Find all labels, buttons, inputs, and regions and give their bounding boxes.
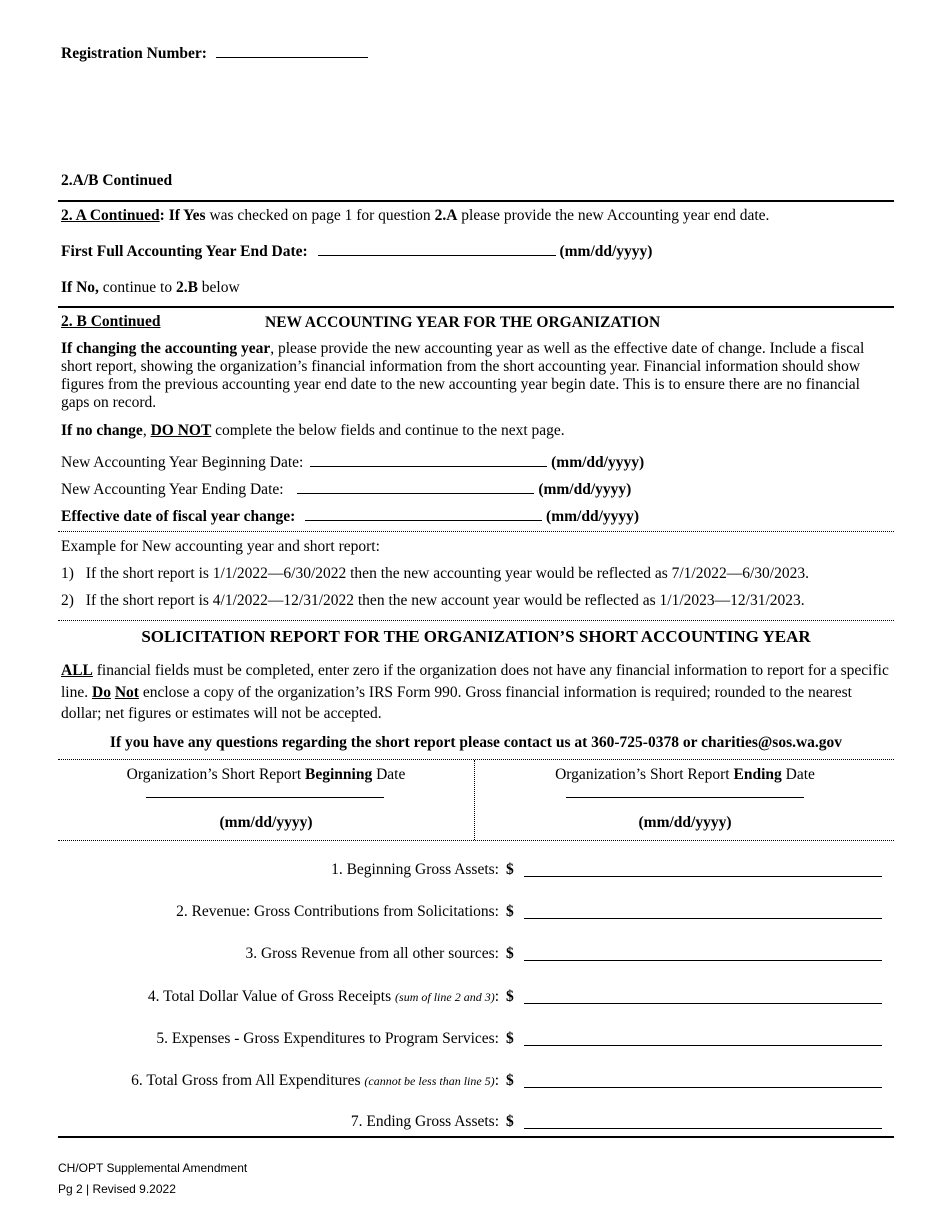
line-label: 6. Total Gross from All Expenditures bbox=[131, 1072, 365, 1089]
label-bold: Ending bbox=[733, 766, 782, 783]
new-year-begin-label: New Accounting Year Beginning Date: bbox=[61, 454, 304, 471]
financial-line-6-field[interactable] bbox=[524, 1087, 882, 1088]
dollar-sign: $ bbox=[506, 988, 514, 1005]
section-2b-title-text: NEW ACCOUNTING YEAR FOR THE ORGANIZATION bbox=[265, 314, 661, 331]
question-ref: 2.A bbox=[434, 207, 458, 224]
solicitation-paragraph bbox=[61, 660, 889, 725]
financial-line-4-label bbox=[148, 988, 499, 1006]
column-divider bbox=[474, 760, 475, 840]
financial-line-1-field[interactable] bbox=[524, 876, 882, 877]
financial-line-4-field[interactable] bbox=[524, 1003, 882, 1004]
label-suffix: Date bbox=[781, 766, 815, 783]
registration-number-label: Registration Number: bbox=[61, 45, 207, 62]
divider bbox=[58, 306, 894, 308]
section-title bbox=[61, 172, 172, 190]
short-report-begin-format bbox=[58, 814, 474, 832]
solicitation-title bbox=[58, 627, 894, 647]
date-format-hint: (mm/dd/yyyy) bbox=[546, 508, 640, 525]
dotted-divider bbox=[58, 840, 894, 841]
line-label: 2. Revenue: Gross Contributions from Solicitations: bbox=[176, 903, 499, 920]
section-2a-heading: 2. A Continued bbox=[61, 207, 160, 224]
financial-line-6-label bbox=[131, 1072, 499, 1090]
no-change-bold: If no change bbox=[61, 422, 143, 439]
solicitation-text-end: enclose a copy of the organization’s IRS Form 990. Gross financial information is required; rounded to the nearest dollar; net figures or estimates will not be accepted. bbox=[61, 683, 852, 722]
short-report-begin-label bbox=[58, 766, 474, 784]
paragraph-bold: If changing the accounting year bbox=[61, 340, 271, 357]
list-number: 2) bbox=[61, 592, 74, 609]
section-2b-title bbox=[265, 314, 660, 332]
first-full-year-field[interactable] bbox=[318, 243, 556, 256]
short-report-end-field[interactable] bbox=[566, 797, 804, 798]
example-item-1-text: If the short report is 1/1/2022—6/30/2022 then the new accounting year would be reflected as 7/1/2022—6/30/2023. bbox=[85, 565, 809, 582]
section-2b-heading-text: 2. B Continued bbox=[61, 313, 161, 330]
dotted-divider bbox=[58, 759, 894, 760]
new-year-end-field[interactable] bbox=[297, 481, 534, 494]
all-text: ALL bbox=[61, 662, 93, 679]
section-2b-paragraph bbox=[61, 340, 891, 412]
intro-text-end: please provide the new Accounting year end date. bbox=[457, 207, 770, 224]
dollar-sign: $ bbox=[506, 861, 514, 878]
dollar-sign: $ bbox=[506, 1072, 514, 1089]
example-item-2 bbox=[61, 592, 805, 610]
effective-date-row bbox=[61, 508, 639, 526]
footer-form-name: CH/OPT Supplemental Amendment bbox=[58, 1161, 248, 1175]
effective-date-field[interactable] bbox=[305, 508, 542, 521]
contact-text: If you have any questions regarding the short report please contact us at 360-725-0378 or charities@sos.wa.gov bbox=[109, 734, 843, 751]
do-not-text: DO NOT bbox=[150, 422, 212, 439]
dotted-divider bbox=[58, 531, 894, 532]
do-text: Do bbox=[92, 683, 111, 701]
if-yes-text: If Yes bbox=[168, 207, 206, 224]
if-no-text: If No, bbox=[61, 279, 99, 296]
financial-line-2-label bbox=[176, 903, 499, 921]
paragraph-text: , please provide the new accounting year as well as the effective date of change. Include a fiscal short report, showing the organization’s financial information from the short accounting year. Financial information should show figures from the previous accounting year end date to the new accounting year begin date. This is to ensure there are no financial gaps on record. bbox=[61, 340, 865, 411]
line-label: 5. Expenses - Gross Expenditures to Program Services: bbox=[156, 1030, 499, 1047]
section-2b-heading bbox=[61, 313, 161, 331]
label-prefix: Organization’s Short Report bbox=[555, 766, 734, 783]
date-format-hint: (mm/dd/yyyy) bbox=[638, 814, 732, 831]
dollar-sign: $ bbox=[506, 1113, 514, 1130]
line-label: 1. Beginning Gross Assets: bbox=[331, 861, 499, 878]
below-text: below bbox=[197, 279, 240, 296]
divider bbox=[58, 1136, 894, 1138]
date-format-hint: (mm/dd/yyyy) bbox=[538, 481, 632, 498]
example-intro: Example for New accounting year and short report: bbox=[61, 538, 380, 555]
label-bold: Beginning bbox=[305, 766, 373, 783]
comma: , bbox=[142, 422, 151, 439]
financial-line-3-label bbox=[245, 945, 499, 963]
continue-text: continue to bbox=[98, 279, 176, 296]
label-prefix: Organization’s Short Report bbox=[126, 766, 306, 783]
financial-line-5-label bbox=[156, 1030, 499, 1048]
date-format-hint: (mm/dd/yyyy) bbox=[551, 454, 645, 471]
dollar-sign: $ bbox=[506, 1030, 514, 1047]
intro-text: was checked on page 1 for question bbox=[205, 207, 435, 224]
line-label: 4. Total Dollar Value of Gross Receipts bbox=[147, 988, 396, 1005]
financial-line-2-field[interactable] bbox=[524, 918, 882, 919]
footer-page-info: Pg 2 | Revised 9.2022 bbox=[58, 1182, 176, 1196]
no-change-row bbox=[61, 422, 565, 440]
first-full-year-row bbox=[61, 243, 652, 261]
financial-line-1-label bbox=[331, 861, 499, 879]
line-colon: : bbox=[494, 988, 499, 1005]
section-ref: 2.B bbox=[175, 279, 198, 296]
short-report-end-format bbox=[476, 814, 894, 832]
not-text: Not bbox=[114, 683, 139, 701]
date-format-hint: (mm/dd/yyyy) bbox=[219, 814, 313, 831]
financial-line-7-field[interactable] bbox=[524, 1128, 882, 1129]
if-no-row bbox=[61, 279, 240, 297]
financial-line-3-field[interactable] bbox=[524, 960, 882, 961]
dotted-divider bbox=[58, 620, 894, 621]
date-format-hint: (mm/dd/yyyy) bbox=[559, 243, 653, 260]
no-change-text: complete the below fields and continue to the next page. bbox=[211, 422, 565, 439]
list-number: 1) bbox=[61, 565, 74, 582]
section-title-text: 2.A/B Continued bbox=[61, 172, 173, 189]
divider bbox=[58, 200, 894, 202]
line-note: (cannot be less than line 5) bbox=[364, 1074, 495, 1088]
line-note: (sum of line 2 and 3) bbox=[395, 990, 495, 1004]
solicitation-text: financial fields must be completed, enter zero if the organization does not have any financial information to report for a specific line. bbox=[61, 662, 889, 701]
new-year-end-label: New Accounting Year Ending Date: bbox=[61, 481, 284, 498]
new-year-end-row bbox=[61, 481, 631, 499]
example-item-1 bbox=[61, 565, 809, 583]
solicitation-title-text: SOLICITATION REPORT FOR THE ORGANIZATION’S SHORT ACCOUNTING YEAR bbox=[141, 627, 811, 646]
colon: : bbox=[159, 207, 165, 224]
new-year-begin-field[interactable] bbox=[310, 454, 547, 467]
financial-line-7-label bbox=[351, 1113, 499, 1131]
financial-line-5-field[interactable] bbox=[524, 1045, 882, 1046]
short-report-begin-field[interactable] bbox=[146, 797, 384, 798]
contact-line bbox=[58, 734, 894, 752]
new-year-begin-row bbox=[61, 454, 644, 472]
first-full-year-label: First Full Accounting Year End Date: bbox=[61, 243, 308, 260]
dollar-sign: $ bbox=[506, 945, 514, 962]
section-2a-intro bbox=[61, 207, 769, 225]
line-label: 7. Ending Gross Assets: bbox=[350, 1113, 499, 1130]
registration-number-row bbox=[61, 45, 368, 63]
line-label: 3. Gross Revenue from all other sources: bbox=[245, 945, 499, 962]
dollar-sign: $ bbox=[506, 903, 514, 920]
example-item-2-text: If the short report is 4/1/2022—12/31/2022 then the new account year would be reflected as 1/1/2023—12/31/2023. bbox=[85, 592, 805, 609]
label-suffix: Date bbox=[372, 766, 406, 783]
line-colon: : bbox=[494, 1072, 499, 1089]
registration-number-field[interactable] bbox=[216, 45, 368, 58]
effective-date-label: Effective date of fiscal year change: bbox=[61, 508, 296, 525]
short-report-end-label bbox=[476, 766, 894, 784]
